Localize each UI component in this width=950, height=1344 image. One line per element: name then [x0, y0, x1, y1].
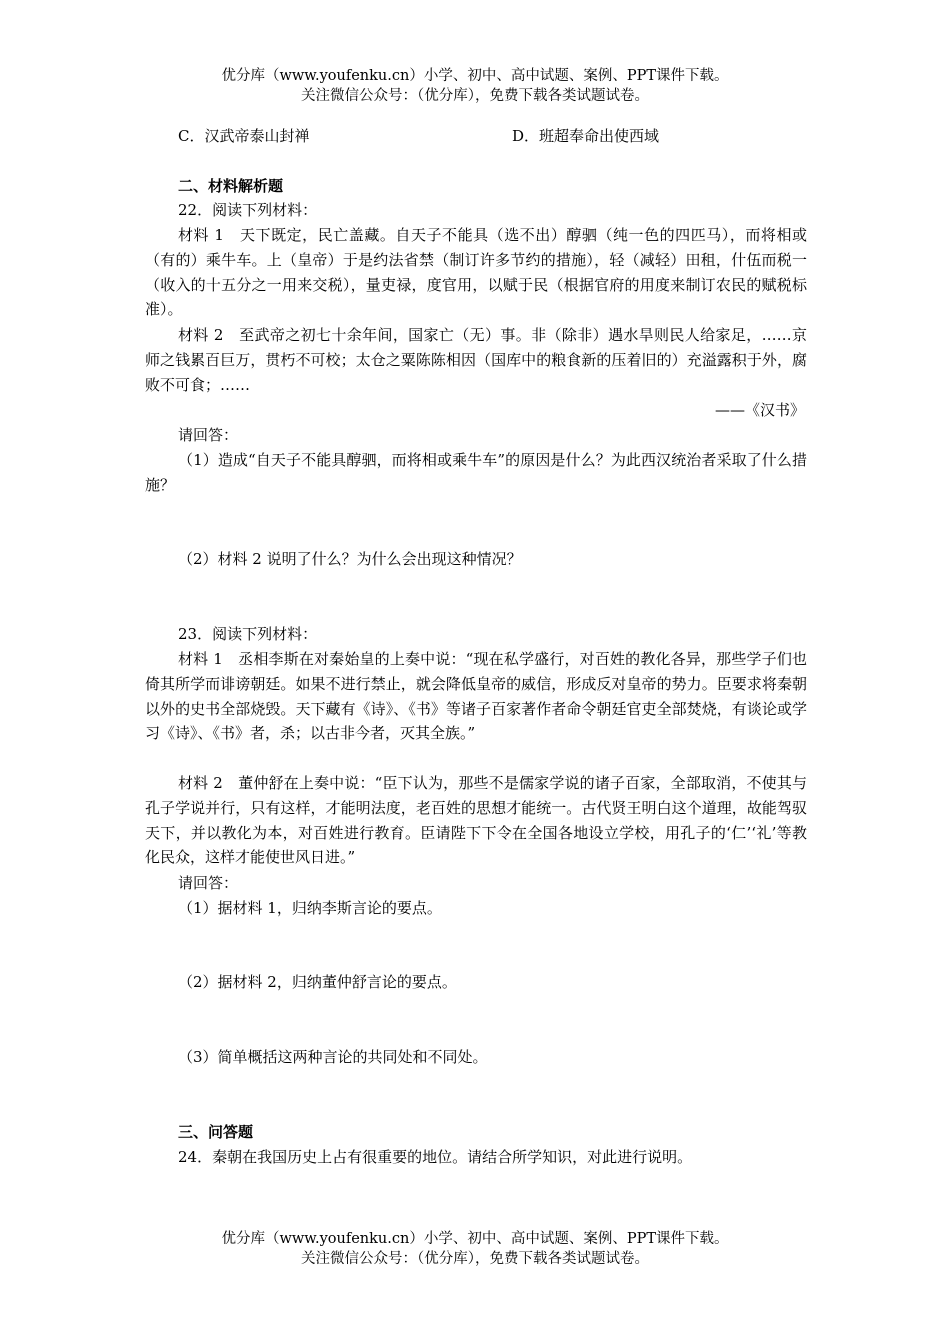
header-line-2: 关注微信公众号：（优分库），免费下载各类试题试卷。 [301, 88, 649, 104]
q22-intro: 22．阅读下列材料： [178, 201, 318, 219]
q23-question-1: （1）据材料 1，归纳李斯言论的要点。 [178, 899, 442, 917]
q22-question-1: （1）造成“自天子不能具醇驷，而将相或乘牛车”的原因是什么？为此西汉统治者采取了什么措施？ [145, 451, 807, 494]
q23-question-2: （2）据材料 2，归纳董仲舒言论的要点。 [178, 973, 457, 991]
section-2-title: 二、材料解析题 [178, 177, 284, 195]
q22-question-2: （2）材料 2 说明了什么？为什么会出现这种情况？ [178, 550, 522, 568]
q23-question-3: （3）简单概括这两种言论的共同处和不同处。 [178, 1048, 488, 1066]
footer-line-2: 关注微信公众号：（优分库），免费下载各类试题试卷。 [301, 1251, 649, 1267]
q23-prompt: 请回答： [178, 874, 239, 892]
q23-material-1: 材料 1 丞相李斯在对秦始皇的上奏中说：“现在私学盛行，对百姓的教化各异，那些学子们也倚其所学而诽谤朝廷。如果不进行禁止，就会降低皇帝的威信，形成反对皇帝的势力。臣要求将秦朝以外的史书全部烧毁。天下藏有《诗》、《书》等诸子百家著作者命令朝廷官吏全部焚烧，有谈论或学习《诗》、《书》者，杀；以古非今者，灭其全族。” [145, 650, 807, 743]
header-line-1: 优分库（www.youfenku.cn）小学、初中、高中试题、案例、PPT课件下载。 [221, 68, 729, 84]
option-c: C．汉武帝泰山封禅 [178, 127, 310, 145]
q22-material-2: 材料 2 至武帝之初七十余年间，国家亡（无）事。非（除非）遇水旱则民人给家足，……京师之钱累百巨万，贯朽不可校；太仓之粟陈陈相因（国库中的粮食新的压着旧的）充溢露积于外，腐败不可食；…… [145, 326, 807, 394]
page-header [0, 66, 950, 106]
section-3-title: 三、问答题 [178, 1123, 254, 1141]
q22-source: ——《汉书》 [714, 401, 805, 419]
footer-line-1: 优分库（www.youfenku.cn）小学、初中、高中试题、案例、PPT课件下载。 [221, 1231, 729, 1247]
q23-material-2: 材料 2 董仲舒在上奏中说：“臣下认为，那些不是儒家学说的诸子百家，全部取消，不使其与孔子学说并行，只有这样，才能明法度，老百姓的思想才能统一。古代贤王明白这个道理，故能驾驭天下，并以教化为本，对百姓进行教育。臣请陛下下令在全国各地设立学校，用孔子的‘仁’‘礼’等教化民众，这样才能使世风日进。” [145, 774, 807, 867]
q23-intro: 23．阅读下列材料： [178, 625, 318, 643]
q22-material-1: 材料 1 天下既定，民亡盖藏。自天子不能具（选不出）醇驷（纯一色的四匹马），而将相或（有的）乘牛车。上（皇帝）于是约法省禁（制订许多节约的措施），轻（减轻）田租，什伍而税一（收入的十五分之一用来交税），量吏禄，度官用，以赋于民（根据官府的用度来制订农民的赋税标准）。 [145, 226, 807, 319]
page-footer [0, 1229, 950, 1269]
option-d: D．班超奉命出使西域 [512, 127, 660, 145]
q24-question: 24．秦朝在我国历史上占有很重要的地位。请结合所学知识，对此进行说明。 [178, 1148, 693, 1166]
q22-prompt: 请回答： [178, 426, 239, 444]
